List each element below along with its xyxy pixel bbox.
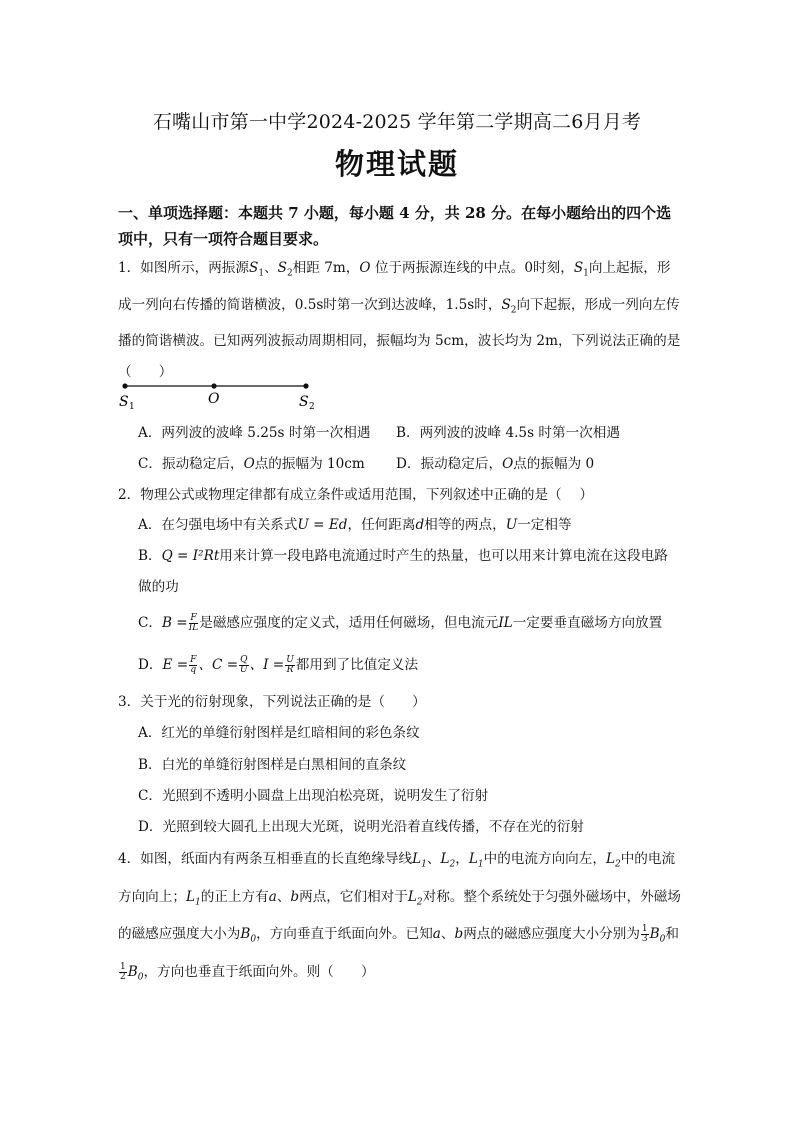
option-text: ，任何距离 [347,517,416,533]
fraction-numerator: Q [240,655,248,665]
formula: B = [162,615,188,631]
fraction-denominator: U [240,665,248,675]
symbol-u: U [505,517,518,533]
q2-option-b[interactable] [138,546,668,566]
fraction [285,656,295,675]
subscript: 1 [583,268,589,279]
q3-option-d[interactable]: D．光照到较大圆孔上出现大光斑，说明光沿着直线传播，不存在光的衍射 [138,819,584,835]
fraction-numerator: F [190,613,197,623]
fraction-denominator: IL [188,623,199,633]
fraction-denominator: 2 [120,972,126,983]
q1-option-b[interactable]: B．两列波的波峰 4.5s 时第一次相遇 [396,425,620,441]
symbol-s2: S [277,260,287,276]
symbol-l1: L [185,888,195,905]
formula: U = Ed [297,517,348,533]
symbol-s1: S [573,260,584,276]
option-text: A．在匀强电场中有关系式 [138,517,298,533]
subscript: 2 [510,305,517,316]
q4-text: 两点，它们相对于 [299,888,408,905]
label-s1-sub: 1 [129,402,135,412]
symbol-b: b [290,888,300,905]
subscript: 2 [416,897,423,908]
question-1-stem [118,253,684,388]
point-o [211,383,216,388]
symbol-o: O [359,260,371,276]
exam-header-line: 石嘴山市第一中学2024-2025 学年第二学期高二6月月考 [152,111,642,133]
subscript: 1 [195,897,201,908]
subscript: 2 [449,859,456,870]
q4-text: 的正上方有 [200,888,269,905]
q4-text: 和 [665,926,679,943]
question-number: 1． [118,260,141,276]
q2-option-b-line2: 做的功 [138,579,179,595]
fraction [189,614,199,633]
symbol-o: O [243,456,255,472]
label-o: O [208,391,220,407]
option-text: 是磁感应强度的定义式，适用任何磁场，但电流元 [199,615,499,631]
option-text: D． [138,657,163,673]
option-text: 点的振幅为 10cm [254,456,365,472]
symbol-a: a [432,926,441,943]
option-text: 相等的两点， [424,517,506,533]
subscript: 1 [258,268,265,279]
subscript: 0 [659,935,666,946]
subscript: 1 [477,859,484,870]
subscript: 1 [421,859,427,870]
symbol-l2: L [407,888,417,905]
q4-text: 两点的磁感应强度大小分别为 [463,926,640,943]
formula: E = [162,657,189,673]
q2-option-c[interactable] [138,613,662,633]
option-text: 点的振幅为 0 [513,456,595,472]
fraction-denominator: 3 [641,934,648,945]
q4-text: 中的电流方向向上； [118,851,676,905]
symbol-l1: L [468,851,478,867]
q4-text: 、 [440,926,455,943]
symbol-l2: L [440,851,450,867]
question-4-stem [118,843,684,994]
q1-text: 向下起振，形成一列向左传播的简谐横波。已知两列波振动周期相同，振幅均为 5cm，波长均为 2m，下列说法正确的是（ ） [118,296,681,381]
q4-text: 4．如图，纸面内有两条互相垂直的长直绝缘导线 [118,851,413,867]
q4-text: ，方向垂直于纸面向外。已知 [256,926,433,943]
fraction-numerator: U [286,655,294,665]
q1-text: 位于两振源连线的中点。0时刻， [370,260,574,276]
symbol-s1: S [249,260,259,276]
q4-text: ， [455,851,469,867]
symbol-b0: B [649,926,660,943]
option-text: C．振动稳定后， [138,456,244,472]
formula: 、C = [198,657,239,673]
q3-option-a[interactable]: A．红光的单缝衍射图样是红暗相间的彩色条纹 [138,725,420,741]
q1-option-a[interactable]: A．两列波的波峰 5.25s 时第一次相遇 [138,425,371,441]
symbol-l2: L [605,851,615,867]
symbol-l1: L [412,851,422,867]
fraction [239,656,248,675]
q1-text: 相距 7m， [292,260,360,276]
q1-option-c[interactable] [138,454,365,474]
symbol-s2: S [501,296,511,313]
label-s2-sub: 2 [309,402,315,412]
fraction-denominator: q [190,665,197,675]
option-text: B． [138,548,162,564]
question-3-stem: 3．关于光的衍射现象，下列说法正确的是（ ） [118,694,426,710]
formula: Q = I²Rt [161,548,220,564]
subscript: 0 [250,935,257,946]
fraction [119,963,127,982]
option-text: D．振动稳定后， [396,456,503,472]
formula: 、I = [249,657,285,673]
q1-text: 向上起振，形成一列向右传播的简谐横波，0.5s时第一次到达波峰，1.5s时， [118,260,671,313]
symbol-il: IL [498,615,513,631]
q4-text: 对称。整个系统处于匀强外磁场中，外磁场的磁感应强度大小为 [118,888,681,943]
fraction [189,656,197,675]
wave-source-diagram [118,378,318,412]
q2-option-d[interactable] [138,655,418,675]
option-text: 用来计算一段电路电流通过时产生的热量，也可以用来计算电流在这段电路 [219,548,668,564]
q4-text: 、 [426,851,441,867]
symbol-b0: B [240,926,251,943]
q3-option-c[interactable]: C．光照到不透明小圆盘上出现泊松亮斑，说明发生了衍射 [138,788,489,804]
point-s1 [122,383,127,388]
subject-title: 物理试题 [334,147,459,181]
symbol-b: b [454,926,464,943]
fraction-numerator: F [190,655,197,665]
option-text: 一定相等 [517,517,572,533]
fraction-numerator: 1 [641,924,648,935]
q4-text: ，方向也垂直于纸面向外。则（ ） [143,964,375,981]
symbol-b0: B [127,964,138,981]
fraction-numerator: 1 [120,962,126,973]
q1-text: 如图所示，两振源 [140,260,249,276]
fraction [641,925,649,944]
question-2-stem: 2．物理公式或物理定律都有成立条件或适用范围，下列叙述中正确的是（ ） [118,487,594,503]
q1-option-d[interactable] [396,454,594,474]
q2-option-a[interactable] [138,515,572,535]
symbol-d: d [415,517,425,533]
point-s2 [303,383,308,388]
section-heading: 一、单项选择题：本题共 7 小题，每小题 4 分，共 28 分。在每小题给出的四个选项中，只有一项符合题目要求。 [118,204,672,248]
label-s2: S [299,394,309,410]
q1-text: 、 [264,260,278,276]
fraction-denominator: R [286,665,294,675]
subscript: 2 [614,859,621,870]
option-text: 都用到了比值定义法 [295,657,419,673]
symbol-a: a [268,888,277,905]
option-text: C． [138,615,162,631]
label-s1: S [119,394,129,410]
symbol-o: O [502,456,514,472]
option-text: 一定要垂直磁场方向放置 [512,615,663,631]
q3-option-b[interactable]: B．白光的单缝衍射图样是白黑相间的直条纹 [138,757,407,773]
q4-text: 中的电流方向向左， [483,851,606,867]
subscript: 2 [286,268,293,279]
subscript: 0 [137,972,144,983]
q4-text: 、 [276,888,291,905]
